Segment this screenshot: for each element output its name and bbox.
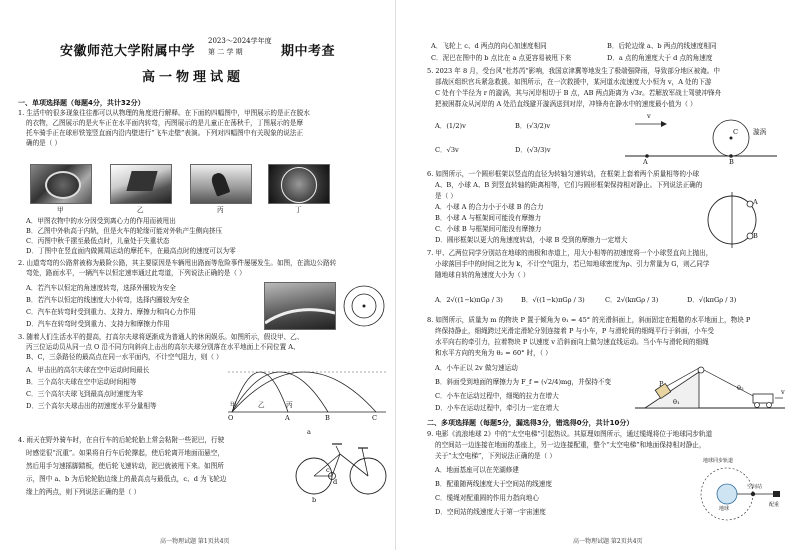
- golf-label-c: C: [372, 414, 378, 422]
- question-1-line: 确的是（ ）: [26, 139, 62, 147]
- question-6-line: 是（ ）: [435, 192, 457, 200]
- question-3-line: B、C，三条路径的最高点在同一水平面内，不计空气阻力，则（ ）: [26, 353, 223, 361]
- question-6-option-d[interactable]: D．圆形框架以更大的角速度转动，小球 B 受到的摩擦力一定增大: [435, 236, 628, 244]
- question-6-line: 6. 如图所示，一个圆形框架以竖直的直径为转轴匀速转动，在框架上套着两个质量相等的小球: [427, 170, 700, 178]
- question-9-option-a[interactable]: A．地面基座可以在芜湖修建: [435, 466, 519, 474]
- question-3-option-a[interactable]: A．甲击出的高尔夫球在空中运动时间最长: [26, 366, 150, 374]
- question-6-option-b[interactable]: B．小球 A 与框架间可能没有摩擦力: [435, 214, 542, 222]
- question-4-line: 然后用手匀速摇脚踏板，使后轮飞速转动，泥巴就被甩下来。如图所: [26, 462, 224, 470]
- question-9-line: 的空间站一边连接在地面的基座上，另一边连接配重，整个“太空电梯”和地面保持相对静止，: [435, 441, 706, 449]
- question-8-line: 和水平方向的夹角为 θ₂ = 60° 时，（ ）: [435, 349, 552, 357]
- golf-label-jia: 甲: [230, 401, 237, 409]
- question-7-option-c[interactable]: C．2√(kπGρ / 3): [605, 296, 659, 304]
- frame-label-a: A: [753, 198, 758, 206]
- photo-label-yi: 乙: [137, 206, 144, 214]
- question-9-option-c[interactable]: C．缆绳对配重圆的作用力指向地心: [435, 494, 539, 502]
- drum-shape: [45, 171, 81, 199]
- question-8-option-b[interactable]: B．斜面受到地面的摩擦力为 F_f = (√2/4)mg，并保持不变: [435, 378, 612, 386]
- question-8-option-d[interactable]: D．小车在运动过程中，牵引力一定在增大: [435, 404, 559, 412]
- question-1-line: 托车骑手正在球形铁笼竖直面内沿内壁进行“飞车走壁”表演。下列对四幅图中有关现象的说法正: [26, 129, 304, 137]
- question-6-option-c[interactable]: C．小球 B 与框架间可能没有摩擦力: [435, 225, 542, 233]
- photo-train-turning: [110, 164, 172, 204]
- golf-label-bing: 丙: [286, 401, 293, 409]
- diagram-bicycle: [292, 430, 390, 500]
- photo-swing: [190, 164, 252, 204]
- diagram-golf-trajectories: [222, 360, 390, 422]
- bike-label-b: b: [312, 496, 317, 504]
- road-curve-icon: [265, 283, 335, 329]
- river-label-vortex: 漩涡: [753, 128, 767, 136]
- question-7-option-d[interactable]: D．√(kπGρ / 3): [687, 296, 737, 304]
- question-7-option-b[interactable]: B．√((1−k)πGρ / 3): [521, 296, 585, 304]
- bike-label-c: c: [326, 466, 330, 474]
- elevator-label-geo-orbit: 地球同步轨道: [703, 458, 734, 464]
- question-2-option-a[interactable]: A．若汽车以恒定的角速度转弯，选择外圈较为安全: [26, 284, 176, 292]
- question-5-option-a[interactable]: A．(1/2)v: [435, 122, 466, 130]
- question-6-option-a[interactable]: A．小球 A 的合力小于小球 B 的合力: [435, 203, 544, 211]
- elevator-label-station: 空间站: [747, 484, 763, 490]
- bike-label-d: d: [333, 478, 338, 486]
- photo-sphere-cage: [268, 164, 330, 204]
- diagram-river-vortex: [621, 114, 781, 164]
- question-5-option-c[interactable]: C．√3v: [435, 146, 459, 154]
- question-1-option-b[interactable]: B．乙图中外轨高于内轨，但是火车的轮缘可能对外轨产生侧向挤压: [26, 227, 223, 235]
- incline-label-v: v: [781, 388, 785, 396]
- cage-shape: [281, 167, 317, 203]
- question-3-option-b[interactable]: B．三个高尔夫球在空中运动时间相等: [26, 378, 137, 386]
- question-9-option-b[interactable]: B．配重随两线速度大于空间站的线速度: [435, 480, 552, 488]
- question-7-line: 随地球自转的角速度大小为（ ）: [435, 271, 530, 279]
- frame-label-b: B: [753, 232, 758, 240]
- question-4-option-b[interactable]: B．后轮边缘 a、b 两点的线速度相同: [607, 42, 717, 50]
- photo-label-ding: 丁: [295, 206, 302, 214]
- question-8-line: 8. 如图所示，质量为 m 的物块 P 置于倾角为 θ₁ = 45° 的光滑斜面上，斜面固定在粗糙的水平地面上，物块 P: [427, 316, 751, 324]
- bike-label-a: a: [307, 428, 311, 436]
- question-2-option-b[interactable]: B．若汽车以恒定的线速度大小转弯，选择内圈较为安全: [26, 296, 190, 304]
- child-shape: [210, 171, 231, 196]
- diagram-incline-pulley: [635, 356, 785, 414]
- golf-label-a: A: [285, 414, 290, 422]
- elevator-label-earth: 地球: [719, 506, 730, 512]
- question-4-option-c[interactable]: C．泥巴在图中的 b 点比在 a 点更容易被甩下来: [431, 54, 572, 62]
- question-7-line: 7. 甲、乙两位同学分别站在地球的南极和赤道上，用大小相等的初速度将一个小球竖直向上抛出，: [427, 249, 713, 257]
- question-5-line: C 处有个半径为 r 的漩涡，其与河岸相切于 B 点，AB 两点距离为 √3r。若解放军战士驾驶冲锋舟: [435, 89, 722, 97]
- river-label-v: v: [647, 112, 651, 120]
- question-5-option-d[interactable]: D．(√3/3)v: [515, 146, 551, 154]
- paper-subject: 高一物理试题: [142, 70, 245, 85]
- question-3-option-c[interactable]: C．三个高尔夫球飞到最高点时速度为零: [26, 390, 144, 398]
- diagram-curve-lanes: [340, 282, 388, 330]
- golf-label-o: O: [228, 414, 234, 422]
- photo-label-jia: 甲: [57, 206, 64, 214]
- photo-washing-machine: [30, 164, 92, 204]
- elevator-label-counterweight: 配重: [769, 502, 780, 508]
- question-1-option-c[interactable]: C．丙图中秋千摆至最低点时，儿童处于失重状态: [26, 237, 170, 245]
- question-1-line: 的衣物，乙图展示的是火车正在水平面内转弯，丙图展示的是儿童正在荡秋千，丁图展示的是摩: [26, 119, 303, 127]
- footer-page-1: 高一物理试题 第1页共4页: [160, 538, 230, 545]
- question-1-option-a[interactable]: A．甲图衣物中的水分因受到离心力的作用而被甩出: [26, 217, 176, 225]
- photo-label-bing: 丙: [217, 206, 224, 214]
- river-label-c: C: [733, 128, 739, 136]
- question-1-option-d[interactable]: D．丁图中在竖直面内做圆周运动的摩托车，在最高点时的速度可以为零: [26, 247, 236, 255]
- river-label-a: A: [643, 158, 648, 166]
- question-4-line: 4. 雨天在野外骑车时，在自行车的后轮轮胎上常会粘附一些泥巴，行驶: [18, 436, 225, 444]
- question-4-line: 示，图中 a、b 为后轮轮胎边缘上的最高点与最低点，c、d 为飞轮边: [26, 475, 227, 483]
- golf-label-yi: 乙: [258, 401, 265, 409]
- train-shape: [126, 171, 157, 191]
- question-2-option-c[interactable]: C．汽车在转弯时受到重力、支持力、摩擦力和向心力作用: [26, 308, 196, 316]
- question-2-option-d[interactable]: D．汽车在转弯时受到重力、支持力和摩擦力作用: [26, 320, 170, 328]
- school-name: 安徽师范大学附属中学: [60, 44, 196, 59]
- section-title-single-choice: 一、单项选择题（每题4分，共计32分）: [18, 99, 145, 107]
- question-1-line: 1. 生活中的很多现象往往都可以从物理的角度进行解释。在下面的四幅图中，甲图展示的是正在脱水: [18, 109, 310, 117]
- question-4-option-a[interactable]: A．飞轮上 c、d 两点的向心加速度相同: [431, 42, 547, 50]
- incline-label-theta1: θ₁: [673, 398, 680, 406]
- question-4-line: 缘上的两点，则下列说法正确的是（ ）: [26, 488, 141, 496]
- school-year: 2023～2024学年度: [208, 37, 272, 45]
- question-8-line: 水平向右的牵引力，拉着物块 P 以速度 v 沿斜面向上做匀速直线运动。当小车与滑轮间的细绳: [435, 338, 709, 346]
- section-title-multi-choice: 二、多项选择题（每题5分，漏选得3分，错选得0分，共计10分）: [427, 419, 634, 427]
- question-4-option-d[interactable]: D．a 点的角速度大于 d 点的角速度: [607, 54, 713, 62]
- golf-label-b: B: [325, 414, 330, 422]
- question-5-line: 5. 2023 年 8 月，受台风“杜苏芮”影响，我国京津冀等地发生了极端强降雨，导致部分地区被淹。中: [427, 67, 720, 75]
- question-9-line: 关于“太空电梯”，下列说法正确的是（ ）: [435, 452, 556, 460]
- school-term: 第 二 学 期: [208, 48, 243, 56]
- photo-mountain-road: [264, 282, 336, 330]
- incline-label-p: P: [659, 380, 664, 388]
- question-8-option-a[interactable]: A．小车正以 2v 做匀速运动: [435, 364, 518, 372]
- incline-label-theta2: θ₂: [737, 384, 744, 392]
- question-7-line: 小球落回手中的时间之比为 k，不计空气阻力，若已知地球密度为ρ、引力常量为 G，则乙同学: [435, 260, 710, 268]
- question-3-line: 3. 随着人们生活水平的提高，打高尔夫球将逐渐成为普通人的休闲娱乐。如图所示，假设甲、乙、: [18, 333, 304, 341]
- question-5-line: 部战区组织官兵紧急救援。如图所示，在一次救援中，某河道水流速度大小恒为 v，A 处的下游: [435, 78, 712, 86]
- question-9-line: 9. 电影《流浪地球 2》中的“太空电梯”引起热议。其原理如图所示，通过缆绳将位于地球同步轨道: [427, 430, 713, 438]
- question-2-line: 2. 山道弯弯的公路常被称为最险公路，其主要原因是车辆甩出路面等危险事件屡屡发生。如图，在湍边公路转: [18, 259, 337, 267]
- question-3-option-d[interactable]: D．三个高尔夫球击出的初速度水平分量相等: [26, 402, 157, 410]
- question-8-option-c[interactable]: C．小车在运动过程中，细绳的拉力在增大: [435, 392, 559, 400]
- question-5-option-b[interactable]: B．(√3/2)v: [515, 122, 551, 130]
- question-4-line: 时感觉很“沉重”。如果将自行车后轮撑起，使后轮离开地面而悬空，: [26, 449, 224, 457]
- river-label-b: B: [729, 158, 734, 166]
- question-2-line: 弯处，路面水平，一辆汽车以恒定速率通过此弯道，下列说法正确的是（ ）: [26, 269, 246, 277]
- question-6-line: A、B，小球 A、B 到竖直转轴的距离相等，它们与圆形框架保持相对静止。下列说法正确的: [435, 181, 703, 189]
- question-9-option-d[interactable]: D．空间站的线速度大于第一宇宙速度: [435, 508, 546, 516]
- footer-page-2: 高一物理试题 第2页共4页: [573, 538, 643, 545]
- question-5-line: 把被困群众从河岸的 A 处沿直线避开漩涡送到对岸，冲锋舟在静水中的速度最小值为（ ）: [435, 100, 697, 108]
- exam-page-2: [397, 0, 794, 550]
- question-3-line: 丙三位运动员从同一点 O 沿不同方向斜向上击出的高尔夫球分别落在水平地面上不同位置 A、: [26, 343, 300, 351]
- question-7-option-a[interactable]: A．2√((1−k)πGρ / 3): [435, 296, 503, 304]
- exam-name: 期中考查: [281, 44, 336, 59]
- question-8-line: 终保持静止，细绳跨过光滑定滑轮分别连接着 P 与小车，P 与滑轮间的细绳平行于斜面，小车受: [435, 327, 714, 335]
